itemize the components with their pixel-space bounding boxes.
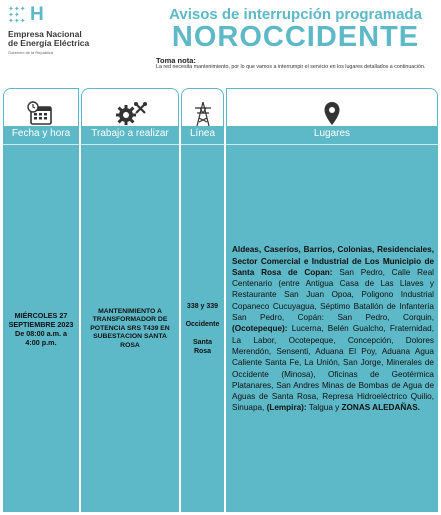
fecha-day: MIÉRCOLES 27 bbox=[14, 311, 68, 320]
enee-logo bbox=[8, 6, 148, 56]
lugares-zonas: ZONAS ALEDAÑAS. bbox=[341, 403, 420, 413]
column-trabajo-label: Trabajo a realizar bbox=[91, 128, 169, 139]
fecha-cell bbox=[3, 146, 79, 512]
column-linea-label: Línea bbox=[189, 128, 216, 139]
column-trabajo bbox=[81, 88, 179, 512]
header-divider bbox=[3, 144, 79, 145]
fecha-to: 4:00 p.m. bbox=[25, 338, 57, 347]
trabajo-text: MANTENIMIENTO A TRANSFORMADOR DE POTENCIA SRS T439 EN SUBESTACION SANTA ROSA bbox=[90, 307, 170, 349]
linea-city-1: Santa bbox=[192, 339, 213, 346]
lugares-lempira: Talgua y bbox=[306, 403, 342, 413]
nota-text: La red necesita mantenimiento, por lo que vamos a interrumpir el servicio en los lugares detallados a continuación. bbox=[156, 64, 426, 70]
column-lugares-label: Lugares bbox=[313, 128, 351, 139]
region-title: NOROCCIDENTE bbox=[171, 21, 420, 53]
column-fecha-body bbox=[3, 126, 79, 512]
fecha-from: De 08:00 a.m. a bbox=[15, 329, 67, 338]
fecha-month: SEPTIEMBRE 2023 bbox=[8, 320, 74, 329]
column-lugares bbox=[226, 88, 438, 512]
gov-label: Gobierno de la República bbox=[8, 50, 54, 55]
gear-tools-icon bbox=[82, 101, 178, 127]
lugares-intro: Aldeas, Caseríos, Barrios, Colonias, Residenciales, Sector Comercial e Industrial de Los Municipio de Santa Rosa de Copan: bbox=[232, 245, 434, 277]
nota-label: Toma nota: bbox=[156, 56, 196, 65]
column-linea-body bbox=[181, 126, 224, 512]
lugares-cell bbox=[226, 146, 438, 512]
column-fecha bbox=[3, 88, 79, 512]
location-pin-icon bbox=[227, 101, 437, 127]
stars-icon: ✦✦✦ ✦✦ ✦✦✦ bbox=[8, 6, 26, 25]
column-trabajo-body bbox=[81, 126, 179, 512]
org-name bbox=[8, 30, 148, 48]
outage-table bbox=[3, 88, 438, 512]
org-name-line2: de Energía Eléctrica bbox=[8, 38, 90, 48]
lugares-copan: San Pedro, Calle Real Centenario (entre Antigua Casa de Las Llaves y Restaurante San Juan Opoa, Poligono Industrial Copaneco Cucuyagua, Séptimo Batallón de Infantería San Pedro, Copán: San Pedro, Corquin, bbox=[232, 267, 434, 323]
lugares-ocotepeque: Lucerna, Belén Gualcho, Fraternidad, La Labor, Ocotepeque, Concepción, Dolores Merendón, Sensenti, Aduana El Poy, Aduana Agua Caliente Santa Fe, La Unión, San Jorge, Minerales de Occidente (Minosa), Oficinas de Geotérmica Platanares, San Andres Minas de Bombas de Agua de Aguas de Santa Rosa, Represa Hidroeléctrico Quilio, Sinuapa, bbox=[232, 324, 434, 413]
org-name-line1: Empresa Nacional bbox=[8, 29, 82, 39]
logo-h-mark: H bbox=[30, 4, 44, 25]
column-linea bbox=[181, 88, 224, 512]
header-divider bbox=[181, 144, 224, 145]
linea-city-2: Rosa bbox=[193, 348, 212, 355]
column-fecha-label: Fecha y hora bbox=[11, 128, 71, 139]
power-tower-icon bbox=[182, 101, 223, 127]
calendar-clock-icon bbox=[4, 101, 78, 127]
trabajo-cell bbox=[81, 146, 179, 512]
linea-cell bbox=[181, 146, 224, 512]
linea-number: 338 y 339 bbox=[186, 303, 219, 310]
lugares-lempira-label: (Lempira): bbox=[266, 403, 307, 413]
column-lugares-body bbox=[226, 126, 438, 512]
header-divider bbox=[81, 144, 179, 145]
lugares-ocotepeque-label: (Ocotepeque): bbox=[232, 324, 288, 334]
linea-zone: Occidente bbox=[185, 321, 220, 328]
notice-title: Avisos de interrupción programada bbox=[169, 6, 422, 23]
header-divider bbox=[226, 144, 438, 145]
